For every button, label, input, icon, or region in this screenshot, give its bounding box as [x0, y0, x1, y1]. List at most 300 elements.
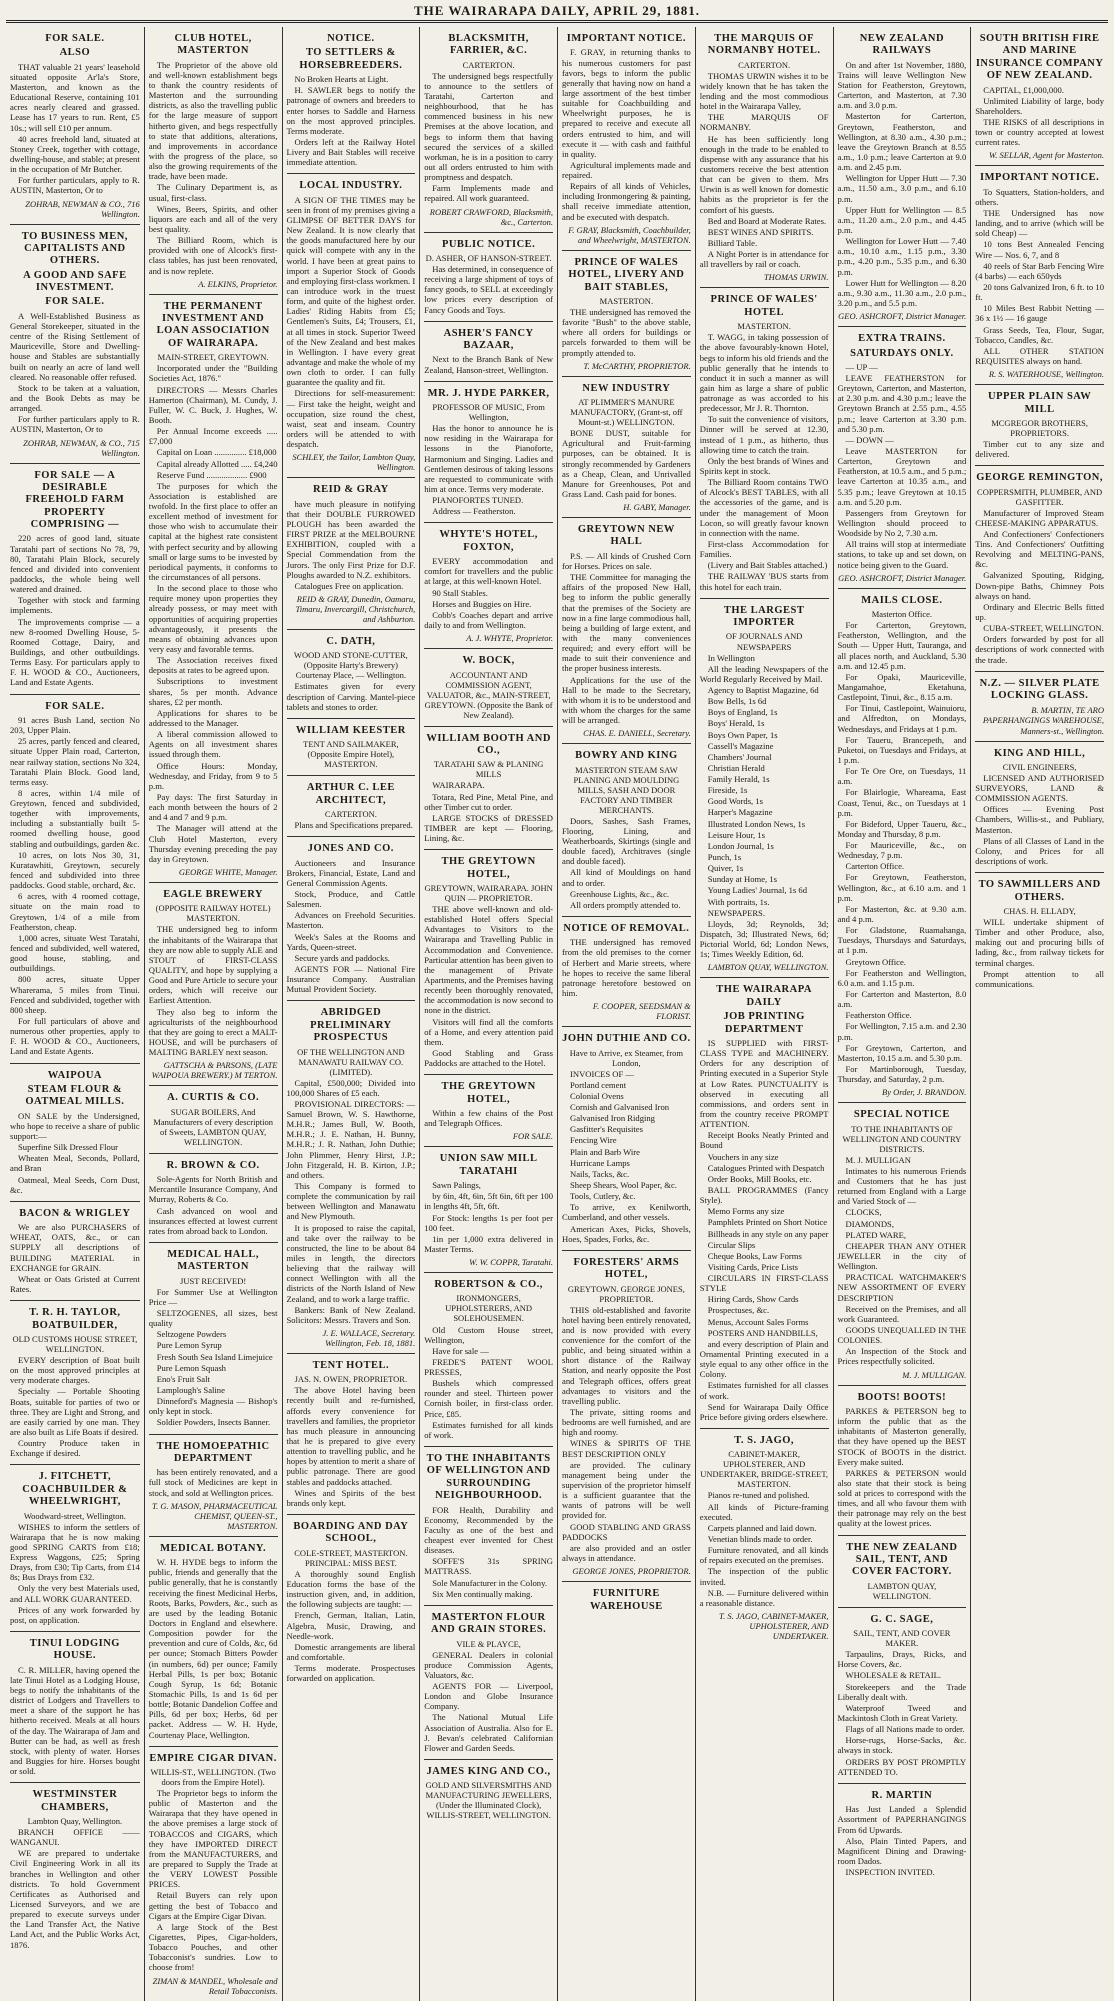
ad-signature: J. E. WALLACE, Secretary. Wellington, Feb. 18, 1881.: [322, 1327, 416, 1348]
ad-paragraph: M. J. MULLIGAN: [845, 1154, 911, 1165]
ad-paragraph: Sawn Palings,: [432, 1180, 481, 1191]
ad-paragraph: Plans and Specifications prepared.: [294, 820, 413, 831]
ad-paragraph: The Proprietor begs to inform the public of Masterton and the Wairarapa that they have opened in the above premises a large stock of TOBACCOS and CIGARS, which they have IMPORTED DIRECT from the MANUFACTURERS, and are prepared to Supply the Trade at the VERY LOWEST Possible PRICES.: [148, 1788, 278, 1890]
advertisement: [10, 1301, 140, 1465]
ad-paragraph: Capital already Allotted ..... £4,240: [156, 458, 278, 469]
ad-heading: TENT HOTEL.: [312, 1359, 390, 1371]
ad-heading: WILLIAM KEESTER: [295, 724, 406, 736]
ad-paragraph: For Taueru, Brancepeth, and Puketoi, on Tuesdays and Fridays, at 1 p.m.: [837, 734, 967, 765]
advertisement: [149, 883, 278, 1086]
ad-paragraph: The Proprietor of the above old and well-known establishment begs to thank the country residents of Masterton and the surrounding districts, as also the travelling public for the large measure of support hitherto given, and begs respectfully to state that additions, alterations, and improvements in accordance with the progress of the place, so also the growing requirements of the trade, have been made.: [148, 59, 278, 182]
advertisement: [10, 1632, 140, 1783]
ad-paragraph: Passengers from Greytown for Wellington should proceed to Woodside by No 2, 7.30 a.m.: [837, 507, 967, 539]
ad-paragraph: are provided. The culinary management being under the supervision of the proprietor himself is a sufficient guarantee that the wants of patrons will be well provided for.: [562, 1459, 691, 1521]
advertisement: [424, 523, 553, 649]
ad-paragraph: 40 reels of Star Barb Fencing Wire (4 barbs) — each 650yds: [975, 260, 1104, 281]
ad-paragraph: The Billiard Room, which is provided with one of Alcock's first-class tables, has just been renovated, and is now replete.: [148, 235, 278, 276]
ad-subheading: FOR SALE.: [45, 296, 105, 308]
ad-signature: H. GABY, Manager.: [623, 502, 691, 513]
ad-paragraph: Grass Seeds, Tea, Flour, Sugar, Tobacco, Candles, &c.: [975, 324, 1104, 345]
ad-paragraph: by 6in, 4ft, 6in, 5ft 6in, 6ft per 100 in lengths 4ft, 5ft, 6ft.: [424, 1191, 553, 1212]
ad-subline: GREYTOWN, WAIRARAPA. JOHN QUIN — PROPRIETOR.: [424, 883, 553, 904]
ad-paragraph: Bed and Board at Moderate Rates.: [707, 215, 827, 226]
ad-paragraph: No Broken Hearts at Light.: [294, 74, 389, 85]
ad-paragraph: The above Hotel having been recently built and re-furnished, affords every convenience for travellers and families, the proprietor has much pleasure in announcing that he is prepared to give every attention to travelling public, and he hopes by attention to merit a share of public patronage. There are good stables and paddocks attached.: [286, 1385, 416, 1487]
ad-paragraph: FREDE'S PATENT WOOL PRESSES,: [424, 1356, 553, 1378]
ad-subline: JUST RECEIVED!: [180, 1275, 247, 1286]
ad-heading: TO SAWMILLERS AND OTHERS.: [978, 879, 1101, 903]
ad-paragraph: Wellington for Lower Hutt — 7.40 a.m., 10.10 a.m., 1.15 p.m., 3.30 p.m., 4.20 p.m., 5.35 p.m., and 6.30 p.m.: [837, 236, 967, 277]
ad-paragraph: Horse-rugs, Horse-Sacks, &c. always in stock.: [837, 1735, 967, 1756]
ad-heading: ROBERTSON & CO.,: [434, 1279, 543, 1291]
ad-paragraph: and every description of Plain and Ornamental Printing executed in a style equal to any other office in the Colony.: [699, 1338, 829, 1380]
ad-paragraph: For Gladstone, Ruamahanga, Tuesdays, Thursdays and Saturdays, at 1 p.m.: [837, 925, 967, 956]
ad-paragraph: Wheaten Meal, Seconds, Pollard, and Bran: [10, 1153, 140, 1174]
ad-paragraph: GOOD STABLING AND GRASS PADDOCKS: [562, 1521, 691, 1542]
ad-heading: BOWRY AND KING: [575, 750, 678, 762]
ad-paragraph: The Association receives fixed deposits at rates to be agreed upon.: [148, 655, 278, 676]
ad-heading: BLACKSMITH, FARRIER, &C.: [448, 33, 529, 57]
ad-paragraph: WE are prepared to undertake Civil Engineering Work in all its branches in Wellington and other districts. To hold Government Certificates as Authorised and Licensed Surveyors, and we are prepared to execute surveys under the Land Transfer Act, the Native Land Act, and the Public Works Act, 1876.: [10, 1848, 140, 1950]
ad-paragraph: Week's Sales at the Rooms and Yards, Queen-street.: [286, 931, 416, 952]
advertisement: [424, 1606, 553, 1760]
ad-subline: COPPERSMITH, PLUMBER, AND GASFITTER.: [977, 486, 1103, 507]
ad-paragraph: Secure yards and paddocks.: [294, 952, 390, 963]
ad-paragraph: American Axes, Picks, Shovels, Hoes, Spades, Forks, &c.: [562, 1223, 691, 1244]
ad-paragraph: Greenhouse Lights, &c., &c.: [570, 888, 670, 899]
ad-paragraph: A Night Porter is in attendance for all travellers by rail or coach.: [699, 249, 829, 270]
advertisement: [287, 776, 416, 837]
ad-heading: THE LARGEST IMPORTER: [723, 604, 805, 629]
ad-subline: D. ASHER, OF HANSON-STREET.: [425, 253, 552, 263]
advertisement: [975, 385, 1104, 466]
column-7: [833, 27, 971, 2001]
ad-paragraph: Soldier Powders, Insects Banner.: [156, 1417, 271, 1428]
ad-signature: W. W. COPPR, Taratahi.: [469, 1257, 553, 1268]
ad-paragraph: Seltzogene Powders: [156, 1329, 227, 1340]
ad-paragraph: PARKES & PETERSON beg to inform the public that as the inhabitants of Masterton generally, that they have opened up the BEST STOCK of BOOTS in the district. Every make suited.: [837, 1405, 967, 1467]
ad-heading: THE GREYTOWN HOTEL,: [441, 856, 536, 880]
ad-paragraph: Billheads in any style on any paper: [707, 1228, 829, 1239]
ad-paragraph: 25 acres, partly fenced and cleared, situate Upper Plain road, Carterton, near railway station, sections No 324, Taratahi Plain Block. Good land, terms easy.: [10, 736, 140, 787]
ad-paragraph: For further particulars apply to R. AUSTIN, Masterton, Or to: [10, 414, 140, 435]
ad-signature: REID & GRAY, Dunedin, Oamaru, Timaru, Invercargill, Christchurch, and Ashburton.: [295, 593, 416, 624]
advertisement: [838, 589, 967, 1104]
ad-paragraph: BONE DUST, suitable for Agricultural and Fruit-farming purposes, can be obtained. It is strongly recommended by Gardeners as a Cheap, Clean, and Unrivalled Manure for Greenhouses, Pot and Grass Land. Cash paid for bones.: [562, 428, 691, 499]
ad-heading: UNION SAW MILL TARATAHI: [439, 1153, 538, 1177]
ad-paragraph: Bankers: Bank of New Zealand. Solicitors: Messrs. Travers and Son.: [286, 1304, 416, 1325]
ad-heading: EMPIRE CIGAR DIVAN.: [149, 1752, 277, 1764]
ad-paragraph: Visitors will find all the comforts of a Home, and every attention paid them.: [424, 1016, 553, 1047]
ad-paragraph: This Company is formed to complete the communication by rail between Wellington and Manawatu and New Plymouth.: [286, 1180, 416, 1222]
ad-paragraph: Incorporated under the "Building Societies Act, 1876.": [148, 363, 278, 384]
ad-heading: WAIPOUA: [47, 1069, 102, 1081]
advertisement: [838, 1784, 967, 1883]
ad-paragraph: EVERY description of Boat built on the most approved principles at very moderate charges.: [10, 1354, 140, 1386]
ad-paragraph: Leave MASTERTON for Carterton, Greytown and Featherston, at 10.5 a.m., and 5 p.m.; leave Carterton at 10.35 a.m., and 5.35 p.m.; leave Greytown at 10.15 a.m. and 5.20 p.m.: [837, 446, 967, 507]
ad-paragraph: The improvements comprise — a new 8-roomed Dwelling House, 5-Roomed Cottage, Dairy, and Buildings, and other outbuildings. Terms Easy. For particulars apply to F. H. WOOD & CO., Auctioneers, Land and Estate Agents.: [10, 616, 140, 688]
ad-paragraph: THOMAS URWIN wishes it to be widely known that he has taken the lending and the most commodious hotel in the Wairarapa Valley,: [699, 70, 829, 112]
ad-paragraph: P.S. — All kinds of Crushed Corn for Horses. Prices on sale.: [562, 550, 691, 571]
ad-paragraph: Old Custom House street, Wellington,: [424, 1324, 553, 1345]
ad-subline: WOOD AND STONE-CUTTER, (Opposite Harty's Brewery) Courtenay Place, — Wellington.: [293, 650, 408, 681]
ad-paragraph: THIS old-established and favorite hotel having been entirely renovated, and is now provided with every convenience for the comfort of the public, and being situated within a short distance of the Railway Station, and nearly opposite the Post and Telegraph offices, offers great advantages to visitors and the travelling public.: [562, 1304, 691, 1406]
advertisement: [287, 1001, 416, 1354]
ad-subline: GOLD AND SILVERSMITHS AND MANUFACTURING JEWELLERS, (Under the Illuminated Clock), WILLIS-STREET, WELLINGTON.: [425, 1780, 552, 1821]
ad-paragraph: Flags of all Nations made to order.: [845, 1724, 965, 1735]
ad-heading: THE NEW ZEALAND SAIL, TENT, AND COVER FACTORY.: [846, 1541, 958, 1578]
ad-paragraph: All orders promptly attended to.: [570, 899, 681, 910]
ad-subline: ACCOUNTANT AND COMMISSION AGENT, VALUATOR, &c., MAIN-STREET, GREYTOWN. (Opposite the Bank of New Zealand).: [424, 669, 553, 720]
ad-paragraph: Boys Own Paper, 1s: [707, 729, 778, 740]
ad-paragraph: PRACTICAL WATCHMAKER'S NEW ASSORTMENT OF EVERY DESCRIPTION: [837, 1272, 967, 1303]
ad-signature: ZIMAN & MANDEL, Wholesale and Retail Tobacconists.: [152, 1975, 278, 1996]
ad-signature: GEO. ASHCROFT, District Manager.: [838, 572, 967, 583]
ad-signature: T. G. MASON, PHARMACEUTICAL CHEMIST, QUEEN-ST., MASTERTON.: [152, 1500, 278, 1531]
ad-heading: WILLIAM BOOTH AND CO.,: [426, 732, 551, 756]
advertisement: [975, 166, 1104, 385]
advertisement: [838, 1536, 967, 1608]
ad-paragraph: Agency to Baptist Magazine, 6d: [707, 684, 819, 695]
ad-paragraph: All trains will stop at intermediate stations, to take up and set down, on notice being given to the Guard.: [837, 539, 967, 570]
column-8: [970, 27, 1108, 2001]
advertisement: [975, 466, 1104, 672]
advertisement: [562, 1251, 691, 1582]
advertisement: [975, 27, 1104, 166]
ad-subline: MASTERTON.: [599, 295, 654, 306]
ad-subline: LAMBTON QUAY, WELLINGTON.: [867, 1580, 937, 1601]
ad-heading: PRINCE OF WALES HOTEL, LIVERY AND BAIT STABLES,: [568, 256, 685, 293]
ad-paragraph: Memo Forms any size: [707, 1206, 785, 1217]
ad-heading: FOR SALE.: [45, 33, 105, 44]
advertisement: [287, 174, 416, 478]
ad-paragraph: Capital on Loan ............... £18,000: [156, 447, 277, 458]
ad-heading: WESTMINSTER CHAMBERS,: [32, 1789, 118, 1813]
advertisement: [424, 1760, 553, 1826]
ad-heading: R. BROWN & CO.: [166, 1159, 260, 1171]
ad-paragraph: THE MARQUIS OF NORMANBY.: [699, 112, 829, 133]
ad-paragraph: Fireside, 1s: [707, 785, 748, 796]
column-1: [6, 27, 144, 2001]
ad-paragraph: 220 acres of good land, situate Taratahi part of sections No 78, 79, 80, Taratahi Plain Block, securely fenced and divided into convenient paddocks, the whole being well watered and drained.: [10, 533, 140, 595]
ad-paragraph: Timber cut to any size and delivered.: [975, 438, 1104, 460]
ad-heading: G. C. SAGE,: [870, 1613, 934, 1625]
ad-paragraph: Has the honor to announce he is now residing in the Wairarapa for lessons in the Pianoforte, Harmonium and Singing. Ladies and Gentlemen desirous of taking lessons are requested to communicate with him at once. Terms very moderate.: [424, 423, 553, 494]
ad-paragraph: Order Books, Mill Books, etc.: [707, 1173, 812, 1184]
ad-heading: N.Z. — SILVER PLATE LOCKING GLASS.: [979, 677, 1100, 702]
ad-subheading: TO SETTLERS & HORSEBREEDERS.: [299, 47, 403, 71]
ad-paragraph: Good Words, 1s: [707, 796, 764, 807]
ad-subline: TARATAHI SAW & PLANING MILLS: [433, 759, 544, 780]
ad-paragraph: INVOICES OF —: [570, 1068, 634, 1079]
ad-heading: JAMES KING AND CO.,: [426, 1765, 551, 1777]
ad-paragraph: POSTERS AND HANDBILLS,: [707, 1327, 818, 1338]
ad-paragraph: It is proposed to raise the capital, and take over the railway to be constructed, the line to be about 84 miles in length, the directors believing that the railway will connect Wellington with all the districts of the North Island of New Zealand, and to work a large traffic.: [286, 1222, 416, 1304]
ad-paragraph: In Wellington: [707, 652, 755, 663]
ad-paragraph: On and after 1st November, 1880, Trains will leave Wellington New Station for Featherston, Greytown, Carterton, and Masterton, at 7.30 a.m. and 3.0 p.m.: [837, 59, 967, 111]
ad-heading: UPPER PLAIN SAW MILL: [988, 391, 1092, 415]
advertisement: [424, 850, 553, 1075]
ad-paragraph: CIRCULARS IN FIRST-CLASS STYLE: [699, 1273, 829, 1294]
ad-heading: NOTICE OF REMOVAL.: [563, 922, 690, 934]
ad-heading: IMPORTANT NOTICE.: [566, 33, 686, 44]
ad-paragraph: All kinds of Picture-framing executed.: [699, 1501, 829, 1522]
advertisement: [10, 695, 140, 1064]
ad-signature: W. SELLAR, Agent for Masterton.: [989, 150, 1104, 161]
ad-paragraph: Subscriptions to investment shares, 5s per month. Advance shares, £2 per month.: [148, 676, 278, 707]
ad-paragraph: Leisure Hour, 1s: [707, 829, 765, 840]
ad-paragraph: Venetian blinds made to order.: [707, 1534, 813, 1545]
advertisement: [975, 672, 1104, 742]
ad-subline: AT PLIMMER'S MANURE MANUFACTORY, (Grant-st, off Mount-st.) WELLINGTON.: [570, 397, 683, 428]
ad-paragraph: Oatmeal, Meal Seeds, Corn Dust, &c.: [10, 1174, 140, 1195]
advertisement: [700, 288, 829, 598]
ad-paragraph: Nails, Tacks, &c.: [570, 1168, 630, 1179]
ad-subline: (OPPOSITE RAILWAY HOTEL) MASTERTON.: [155, 903, 271, 924]
ad-heading: ASHER'S FANCY BAZAAR,: [443, 327, 534, 352]
ad-heading: NEW INDUSTRY: [582, 382, 671, 394]
ad-subline: SAIL, TENT, AND COVER MAKER.: [853, 1628, 951, 1649]
ad-paragraph: For Blairlogie, Whareama, East Coast, Tenui, &c., on Tuesdays at 1 p.m.: [837, 787, 967, 818]
ad-heading: THE PERMANENT INVESTMENT AND LOAN ASSOCIATION OF WAIRARAPA.: [156, 300, 270, 349]
advertisement: [700, 27, 829, 288]
ad-paragraph: For Mauriceville, &c., on Wednesday, 7 p.m.: [837, 840, 967, 861]
advertisement: [149, 1086, 278, 1153]
ad-paragraph: Offices — Evening Post Chambers, Willis-st., and Publiary, Masterton.: [975, 804, 1104, 835]
ad-paragraph: Within a few chains of the Post and Telegraph Offices.: [424, 1108, 553, 1129]
ad-paragraph: Menus, Account Sales Forms: [707, 1316, 809, 1327]
ad-paragraph: F. GRAY, in returning thanks to his numerous customers for past favors, begs to inform the public generally that having now on hand a large assortment of the best timber suitable for Coachbuilding and Wheelwright purposes, he is prepared to receive and execute all orders entrusted to him, and will execute it — with cash and faithful in quality.: [562, 47, 691, 159]
ad-signature: ROBERT CRAWFORD, Blacksmith, &c., Carterton.: [429, 206, 553, 227]
ad-paragraph: WISHES to inform the settlers of Wairarapa that he is now making good SPRING CARTS from £18; Express Waggons, £25; Spring Drays, from £30; Tip Carts, from £14 8s; Bus Drays from £32.: [10, 1521, 140, 1583]
ad-heading: R. MARTIN: [871, 1789, 933, 1801]
ad-signature: F. COOPER, SEEDSMAN & FLORIST.: [592, 1001, 691, 1022]
ad-paragraph: Receipt Books Neatly Printed and Bound: [699, 1130, 829, 1151]
ad-paragraph: Wines, Beers, Spirits, and other liquors are each and all of the very best quality.: [148, 203, 278, 234]
ad-paragraph: London Journal, 1s: [707, 840, 774, 851]
advertisement: [562, 1582, 691, 1620]
ad-subline: OF THE WELLINGTON AND MANAWATU RAILWAY CO. (LIMITED).: [297, 1046, 405, 1077]
ad-paragraph: 8 acres, within 1/4 mile of Greytown, fenced and subdivided, together with improvements, including a substantially built 5-roomed dwelling house, good stabling and outbuildings, garden &c.: [10, 787, 140, 849]
ad-paragraph: Capital, £500,000; Divided into 100,000 Shares of £5 each.: [286, 1077, 416, 1098]
ad-heading: FOR SALE — A DESIRABLE FREEHOLD FARM PROPERTY COMPRISING —: [25, 469, 125, 531]
ad-paragraph: Country Produce taken in Exchange if desired.: [10, 1438, 140, 1459]
ad-paragraph: To arrive, ex Kenilworth, Cumberland, and other vessels.: [562, 1202, 691, 1223]
ad-paragraph: GENERAL Dealers in colonial produce Commission Agents, Valuators, &c.: [424, 1649, 553, 1680]
ad-paragraph: They also beg to inform the agriculturists of the neighbourhood that they are going to erect a MALT-HOUSE, and will be purchasers of MALTING BARLEY next season.: [148, 1006, 278, 1058]
ad-paragraph: Upper Hutt for Wellington — 8.5 a.m., 11.20 a.m., 2.0 p.m., and 4.45 p.m.: [837, 204, 967, 235]
ad-paragraph: Pure Lemon Squash: [156, 1362, 226, 1373]
advertisement: [838, 1608, 967, 1784]
advertisement: [424, 1075, 553, 1147]
ad-heading: MR. J. HYDE PARKER,: [427, 387, 550, 399]
ad-heading: BOOTS! BOOTS!: [857, 1391, 947, 1403]
ad-signature: T. McCARTHY, PROPRIETOR.: [583, 360, 691, 371]
ad-paragraph: BRANCH OFFICE —— WANGANUI.: [10, 1826, 140, 1848]
ad-paragraph: Applications for the use of the Hall to be made to the Secretary, with whom it is to be understood and with whom the charges for the same will be arranged.: [562, 674, 691, 726]
ad-heading: TO BUSINESS MEN, CAPITALISTS AND OTHERS.: [21, 230, 128, 267]
ad-paragraph: THE RISKS of all descriptions in town or country accepted at lowest current rates.: [975, 116, 1104, 148]
ad-paragraph: Christian Herald: [707, 762, 765, 773]
ad-paragraph: Plans of all Classes of Land in the Colony, and Prices for all descriptions of work.: [975, 835, 1104, 867]
advertisement: [10, 1064, 140, 1202]
ad-heading: T. R. H. TAYLOR, BOATBUILDER,: [29, 1307, 121, 1331]
ad-paragraph: CAPITAL, £1,000,000.: [983, 84, 1064, 95]
ad-paragraph: PROVISIONAL DIRECTORS: — Samuel Brown, W. S. Hawthorne, M.H.R.; James Bull, W. Booth, M.H.R.; J. E. Nathan, H. Bunny, M.H.R.; J. R. Nathan, John Duthie; John Plimmer, Henry Hirst, J.P.; John Fitzgerald, H. B. Kirton, J.P.; and others.: [286, 1098, 416, 1180]
ad-paragraph: Orders left at the Railway Hotel Livery and Bait Stables will receive immediate attention.: [286, 136, 416, 168]
ad-paragraph: WILL undertake shipment of Timber and other Produce, also, making out and procuring bills of lading, &c., from railway tickets for terminal charges.: [975, 916, 1104, 968]
ad-paragraph: Harper's Magazine: [707, 807, 773, 818]
advertisement: [562, 917, 691, 1027]
ad-heading: THE HOMOEPATHIC DEPARTMENT: [156, 1440, 270, 1464]
ad-paragraph: Has determined, in consequence of receiving a large shipment of toys of fancy goods, to SELL at exceedingly low prices every description of Fancy Goods and Toys.: [424, 264, 553, 315]
advertisement: [424, 233, 553, 322]
ad-paragraph: Visiting Cards, Price Lists: [707, 1261, 798, 1272]
advertisement: [149, 1537, 278, 1747]
ad-paragraph: The Billiard Room contains TWO of Alcock's BEST TABLES, with all the accessories of the game, and is under the management of Moon Locon, so will greatly favour known in connection with the name.: [699, 477, 829, 538]
ad-heading: MAILS CLOSE.: [861, 594, 943, 606]
ad-signature: A. ELKINS, Proprietor.: [198, 278, 278, 289]
ad-heading: PRINCE OF WALES' HOTEL: [710, 294, 818, 318]
advertisement: [424, 27, 553, 233]
ad-heading: EAGLE BREWERY: [163, 889, 264, 900]
ad-paragraph: Manufacturer of Improved Steam CHEESE-MAKING APPARATUS.: [975, 507, 1104, 528]
ad-heading: TO THE INHABITANTS OF WELLINGTON AND SURROUNDING NEIGHBOURHOOD.: [426, 1453, 551, 1502]
ad-paragraph: Gasfitter's Requisites: [570, 1124, 643, 1135]
advertisement: [287, 719, 416, 776]
advertisement: [149, 1747, 278, 2001]
ad-heading: FOR SALE.: [45, 700, 105, 712]
ad-paragraph: Send for Wairarapa Daily Office Price before giving orders elsewhere.: [699, 1401, 829, 1422]
ad-paragraph: Furniture renovated, and all kinds of repairs executed on the premises.: [699, 1545, 829, 1566]
ad-paragraph: Catalogues Free on application.: [294, 580, 404, 591]
ad-paragraph: BALL PROGRAMMES (Fancy Style).: [699, 1184, 829, 1206]
advertisement: [10, 464, 140, 695]
ad-paragraph: Auctioneers and Insurance Brokers, Financial, Estate, Land and General Commission Agents.: [286, 857, 416, 888]
ad-heading: W. BOCK,: [462, 655, 515, 667]
ad-paragraph: has been entirely renovated, and a full stock of Medicines are kept in stock, and sold at Wellington prices.: [148, 1467, 278, 1498]
ad-paragraph: PARKES & PETERSON would also state that their stock is being sold at prices to correspond with the times, and all who favour them with their patronage may rely on the best quality at the lowest prices.: [837, 1467, 967, 1529]
ad-paragraph: Colonial Ovens: [570, 1090, 624, 1101]
advertisement: [10, 225, 140, 464]
ad-subheading: SATURDAYS ONLY.: [850, 347, 954, 359]
ad-paragraph: To suit the convenience of visitors, Dinner will be served at 12.30, instead of 1 p.m., as hitherto, thus allowing time to catch the train.: [699, 414, 829, 455]
ad-heading: GEORGE REMINGTON,: [976, 472, 1103, 484]
ad-paragraph: For Greytown, Carterton, and Masterton, 10.15 a.m. and 5.30 p.m.: [837, 1042, 967, 1063]
ad-paragraph: 10 acres, on lots Nos 30, 31, Kuratawhiti, Greytown, securely fenced and subdivided into three paddocks. Good stable, orchard, &c.: [10, 849, 140, 891]
ad-paragraph: WINES & SPIRITS OF THE BEST DESCRIPTION ONLY: [562, 1438, 691, 1459]
ad-paragraph: Doors, Sashes, Sash Frames, Flooring, Lining, and Weatherboards, Skirtings (single and double faced), Architraves (single and double faced).: [562, 815, 691, 867]
ad-paragraph: Hiring Cards, Show Cards: [707, 1294, 799, 1305]
ad-subheading: A GOOD AND SAFE INVESTMENT.: [23, 269, 127, 294]
ad-heading: THE GREYTOWN HOTEL,: [441, 1081, 536, 1105]
ad-paragraph: For Te Ore Ore, on Tuesdays, 11 a.m.: [837, 766, 967, 787]
ad-subline: MASTERTON.: [737, 321, 791, 332]
ad-paragraph: Directions for self-measurement: — First take the height, weight and occupation, size round the chest, waist, seat and inseam. Country orders will be attended to with despatch.: [286, 388, 416, 450]
advertisement: [562, 251, 691, 377]
ad-paragraph: INSPECTION INVITED.: [845, 1867, 935, 1878]
ad-heading: PUBLIC NOTICE.: [441, 238, 536, 250]
ad-paragraph: Farm Implements made and repaired. All work guaranteed.: [424, 183, 553, 204]
ad-paragraph: Family Herald, 1s: [707, 774, 770, 785]
ad-paragraph: Carterton Office.: [845, 861, 905, 872]
ad-paragraph: He has been sufficiently long enough in the trade to be enabled to dispense with any assurance that his customers receive the best attention that can be given to them. Mrs Urwin is as well known for domestic habits as the proprietor is fer the comfort of his guests.: [699, 133, 829, 215]
ad-paragraph: Per Annual Income exceeds ..... £7,000: [148, 426, 278, 447]
advertisement: [562, 27, 691, 251]
ad-paragraph: THE undersigned has removed the favorite "Bush" to the above stable, where all orders for buildings or parcels forwarded to them will be promptly attended to.: [562, 306, 691, 358]
ad-paragraph: Catalogues Printed with Despatch: [707, 1162, 825, 1173]
ad-subline: CARTERTON.: [324, 809, 377, 820]
ad-paragraph: THE undersigned has removed from the old premises to the corner of Herbert and Marie streets, where he hopes to receive the same liberal patronage heretofore bestowed on him.: [562, 937, 691, 999]
ad-paragraph: 10 Miles Best Rabbit Netting — 36 x 1½ — 16 gauge: [975, 303, 1104, 324]
ad-paragraph: Storekeepers and the Trade Liberally dealt with.: [837, 1681, 967, 1702]
advertisement: [838, 327, 967, 589]
ad-paragraph: N.B. — Furniture delivered within a reasonable distance.: [699, 1587, 829, 1608]
ad-subline: IRONMONGERS, UPHOLSTERERS, AND SOLEHOUSEMEN.: [445, 1293, 533, 1324]
column-2: [144, 27, 282, 2001]
column-5: [557, 27, 695, 2001]
ad-paragraph: For Wellington, 7.15 a.m. and 2.30 p.m.: [837, 1021, 967, 1042]
ad-paragraph: A liberal commission allowed to Agents on all investment shares issued through them.: [148, 729, 278, 760]
advertisement: [10, 1202, 140, 1301]
ad-paragraph: Good Stabling and Grass Paddocks are attached to the Hotel.: [424, 1048, 553, 1069]
ad-paragraph: Sole Manufacturer in the Colony.: [432, 1577, 547, 1588]
ad-heading: EXTRA TRAINS.: [858, 333, 946, 345]
ad-paragraph: 1,000 acres, situate West Taratahi, fenced and subdivided, well watered, good house, stabling, and outbuildings.: [10, 932, 140, 974]
ad-paragraph: BEST WINES AND SPIRITS.: [707, 226, 814, 237]
column-6: [695, 27, 833, 2001]
ad-paragraph: 90 Stall Stables.: [432, 587, 488, 598]
ad-paragraph: Young Ladies' Journal, 1s 6d: [707, 885, 808, 896]
ad-heading: NOTICE.: [327, 33, 375, 44]
ad-paragraph: Prompt attention to all communications.: [975, 968, 1104, 989]
ad-paragraph: Address — Featherston.: [432, 506, 516, 517]
ad-paragraph: Next to the Branch Bank of New Zealand, Hanson-street, Wellington.: [424, 354, 553, 375]
advertisement: [838, 1103, 967, 1385]
ad-paragraph: For full particulars of above and numerous other properties, apply to F. H. WOOD & CO., Auctioneers, Land and Estate Agents.: [10, 1016, 140, 1057]
advertisement: [424, 649, 553, 726]
ad-signature: ZOHRAB, NEWMAN, & CO., 715 Wellington.: [23, 437, 140, 458]
ad-paragraph: Have for sale —: [432, 1345, 489, 1356]
ad-paragraph: First-class Accommodation for Families.: [699, 539, 829, 560]
ad-paragraph: — UP —: [845, 361, 878, 372]
ad-paragraph: AGENTS FOR — Liverpool, London and Globe Insurance Company.: [424, 1681, 553, 1712]
ad-paragraph: Portland cement: [570, 1079, 627, 1090]
ad-paragraph: The inspection of the public invited.: [699, 1566, 829, 1587]
ad-subline: Lambton Quay, Wellington.: [27, 1815, 123, 1826]
ad-paragraph: PIANOFORTES TUNED.: [432, 495, 524, 506]
ad-paragraph: H. SAWLER begs to notify the patronage of owners and breeders to enter horses to Saddle and Harness on the most approved principles. Terms moderate.: [286, 85, 416, 136]
ad-paragraph: Hurricane Lamps: [570, 1157, 630, 1168]
ad-signature: M. J. MULLIGAN.: [902, 1369, 967, 1380]
ad-paragraph: A SIGN OF THE TIMES may be seen in front of my premises giving a GLIMPSE OF BETTER DAYS for New Zealand. It is now clearly that the goods manufactured here by our quick will compete with any in the world. I have been at great pains to import a Superior Stock of Goods and employing first-class workmen. I can introduce work in the truest form, and quite of the highest order. Ladies' Riding Habits from £5; Gentlemen's Suits, £4; Trousers, £1, at all times in stock. Superior Tweed of the New Zealand and best makes in Wellington. I have every great advantage and make the whole of my own cloth to order. I can fully guarantee the quality and fit.: [286, 194, 416, 388]
ad-paragraph: Wines and Spirits of the best brands only kept.: [286, 1487, 416, 1508]
ad-subline: CIVIL ENGINEERS,: [1002, 761, 1077, 772]
ad-paragraph: Sheep Shears, Wool Paper, &c.: [570, 1180, 677, 1191]
ad-paragraph: Greytown Office.: [845, 956, 906, 967]
ad-signature: F. GRAY, Blacksmith, Coachbuilder, and Wheelwright, MASTERTON.: [568, 224, 691, 245]
ad-signature: LAMBTON QUAY, WELLINGTON.: [707, 962, 829, 973]
ad-paragraph: Billiard Table.: [707, 238, 758, 249]
ad-paragraph: — DOWN —: [845, 434, 894, 445]
ad-paragraph: For Bideford, Upper Taueru, &c., Monday and Thursday, 8 p.m.: [837, 818, 967, 839]
ad-paragraph: Only the best brands of Wines and Spirits kept in stock.: [699, 455, 829, 477]
ad-paragraph: Retail Buyers can rely upon getting the best of Tobacco and Cigars at the Empire Cigar Divan.: [148, 1890, 278, 1921]
ad-paragraph: Circular Slips: [707, 1239, 756, 1250]
ad-heading: NEW ZEALAND RAILWAYS: [859, 33, 945, 57]
ad-paragraph: Horses and Buggies on Hire.: [432, 598, 532, 609]
ad-paragraph: For Masterton, &c. at 9.30 a.m. and 4 p.m.: [837, 903, 967, 925]
